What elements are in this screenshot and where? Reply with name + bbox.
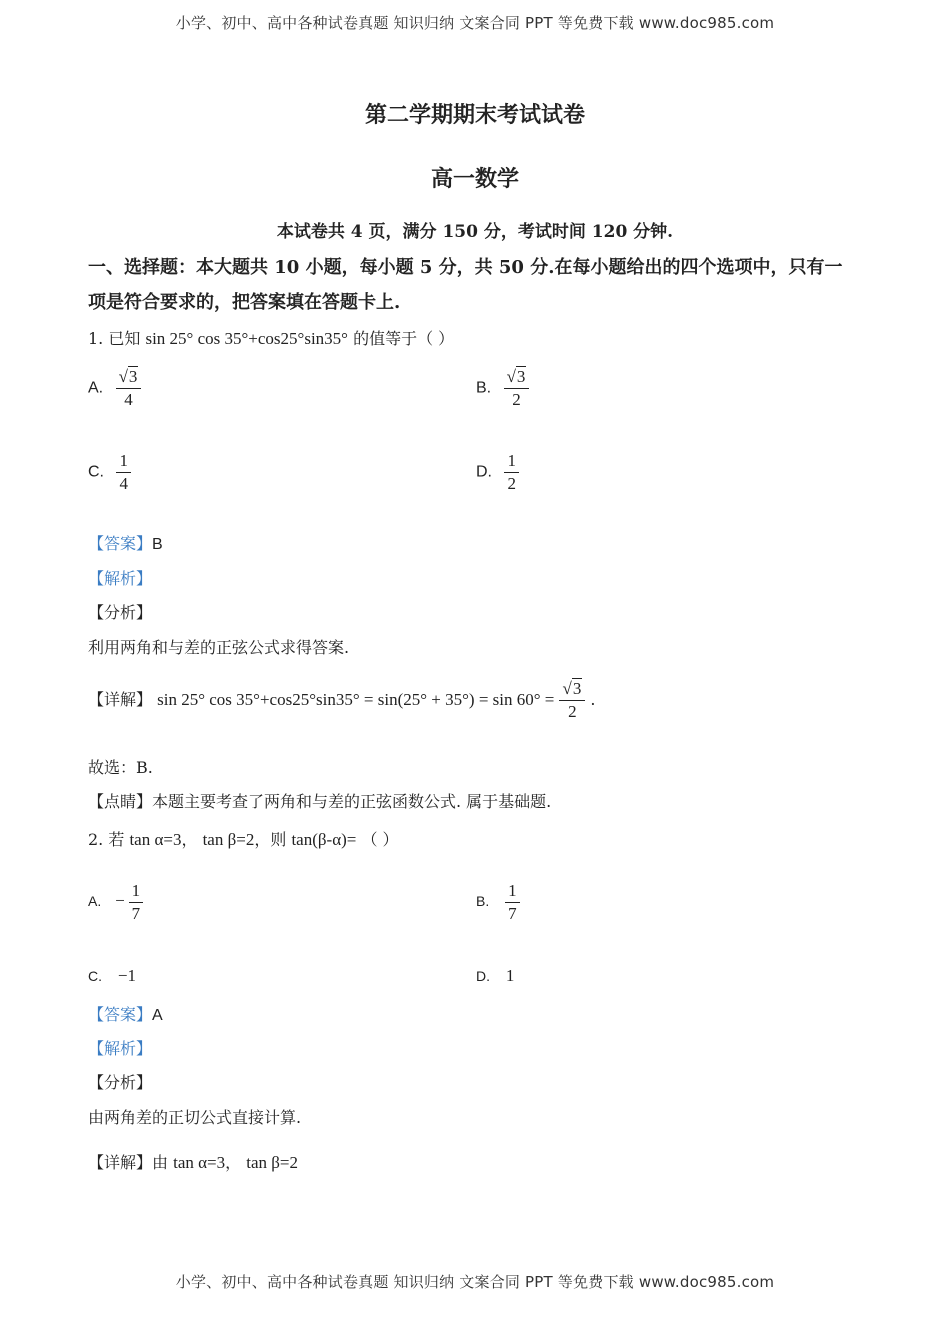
q1-detail: 【详解】 sin 25° cos 35°+cos25°sin35° = sin(25° + 35°) = sin 60° = $\frac{√3}{2}$ . xyxy=(88,679,596,721)
q1-option-a-den: 4 xyxy=(124,390,133,409)
q2-detail-tag: 【详解】 xyxy=(88,1153,153,1172)
exam-title: 第二学期期末考试试卷 xyxy=(364,102,585,128)
q1-option-c-den: 4 xyxy=(119,474,128,493)
q2-option-b-label: B. xyxy=(476,893,490,910)
question-2-prefix: 2. 若 xyxy=(88,830,125,849)
q1-option-b-label: B. xyxy=(476,379,492,397)
q2-option-d xyxy=(476,966,514,986)
question-1 xyxy=(88,326,454,349)
section-heading-line2: 项是符合要求的，把答案填在答题卡上. xyxy=(88,292,401,313)
exam-subtitle: 高一数学 xyxy=(430,166,519,192)
q1-option-d-num: 1 xyxy=(504,450,519,473)
question-2-paren: （ ） xyxy=(361,830,399,849)
q2-option-a-num: 1 xyxy=(129,880,144,903)
q1-fenxi-text: 利用两角和与差的正弦公式求得答案. xyxy=(88,638,350,657)
q1-option-a-num: 3 xyxy=(128,367,138,386)
q1-option-b-num: 3 xyxy=(516,367,526,386)
q1-detail-num: 3 xyxy=(572,679,582,698)
q2-option-b-den: 7 xyxy=(508,904,517,923)
q2-option-a xyxy=(88,880,143,925)
q2-option-b xyxy=(476,880,520,925)
q1-answer xyxy=(88,531,163,554)
question-2-expr1: tan α=3 xyxy=(129,830,182,849)
q2-option-c-label: C. xyxy=(88,968,102,984)
question-2-comma1: ， xyxy=(181,830,198,849)
q1-option-c-label: C. xyxy=(88,463,104,481)
q2-answer-tag: 【答案】 xyxy=(88,1005,153,1024)
question-2 xyxy=(88,827,399,850)
q2-detail xyxy=(88,1150,298,1173)
q2-option-b-num: 1 xyxy=(505,880,520,903)
q1-detail-end: . xyxy=(590,690,596,709)
exam-info: 本试卷共 4 页，满分 150 分，考试时间 120 分钟. xyxy=(276,222,674,242)
q2-option-c-value: −1 xyxy=(117,966,136,985)
q2-fenxi: 【分析】 xyxy=(88,1073,153,1092)
q1-jiexi: 【解析】 xyxy=(88,569,153,588)
question-1-suffix: 的值等于（ ） xyxy=(353,329,455,348)
page-footer: 小学、初中、高中各种试卷真题 知识归纳 文案合同 PPT 等免费下载 www.doc985.com xyxy=(175,1273,775,1291)
q1-option-d xyxy=(476,450,519,495)
q1-detail-expr: sin 25° cos 35°+cos25°sin35° = sin(25° + 35°) = sin 60° = xyxy=(157,690,555,709)
q2-fenxi-text: 由两角差的正切公式直接计算. xyxy=(88,1108,302,1127)
section-heading-line1: 一、选择题：本大题共 10 小题，每小题 5 分，共 50 分.在每小题给出的四个选项中，只有一 xyxy=(88,257,843,278)
q1-option-c xyxy=(88,450,131,495)
q2-detail-expr2: tan β=2 xyxy=(246,1153,299,1172)
q1-answer-value: B xyxy=(152,536,163,553)
q1-dianjing: 【点睛】本题主要考查了两角和与差的正弦函数公式. 属于基础题. xyxy=(88,792,552,811)
q2-answer xyxy=(88,1002,163,1025)
q1-fenxi: 【分析】 xyxy=(88,603,153,622)
q2-detail-comma: ， xyxy=(225,1153,242,1172)
q2-jiexi: 【解析】 xyxy=(88,1039,153,1058)
q1-guxuan: 故选：B. xyxy=(88,758,153,777)
q1-detail-den: 2 xyxy=(568,702,577,721)
q2-detail-expr1: tan α=3 xyxy=(173,1153,226,1172)
q1-option-d-den: 2 xyxy=(507,474,516,493)
q2-option-a-sign: − xyxy=(115,891,125,911)
q1-option-d-label: D. xyxy=(476,463,492,481)
question-2-expr3: tan(β-α)= xyxy=(291,830,357,849)
question-2-comma2: ，则 xyxy=(254,830,287,849)
q1-option-c-num: 1 xyxy=(116,450,131,473)
q2-option-a-den: 7 xyxy=(131,904,141,923)
q2-option-c xyxy=(88,966,136,986)
q2-option-d-value: 1 xyxy=(505,966,515,985)
page-header: 小学、初中、高中各种试卷真题 知识归纳 文案合同 PPT 等免费下载 www.doc985.com xyxy=(175,14,775,32)
question-2-expr2: tan β=2 xyxy=(202,830,255,849)
q2-answer-value: A xyxy=(152,1007,163,1024)
q1-option-b-den: 2 xyxy=(512,390,521,409)
question-1-expr: sin 25° cos 35°+cos25°sin35° xyxy=(145,329,348,348)
q2-option-a-label: A. xyxy=(88,893,102,910)
question-1-prefix: 1. 已知 xyxy=(88,329,141,348)
q1-detail-tag: 【详解】 xyxy=(88,690,153,709)
q1-option-b: B. $\frac{√3}{2}$ xyxy=(476,366,529,411)
q1-answer-tag: 【答案】 xyxy=(88,534,153,553)
q1-option-a: A. $\frac{√3}{4}$ xyxy=(88,366,141,411)
q2-option-d-label: D. xyxy=(476,968,490,984)
q2-detail-pre: 由 xyxy=(152,1153,169,1172)
q1-option-a-label: A. xyxy=(88,379,104,397)
